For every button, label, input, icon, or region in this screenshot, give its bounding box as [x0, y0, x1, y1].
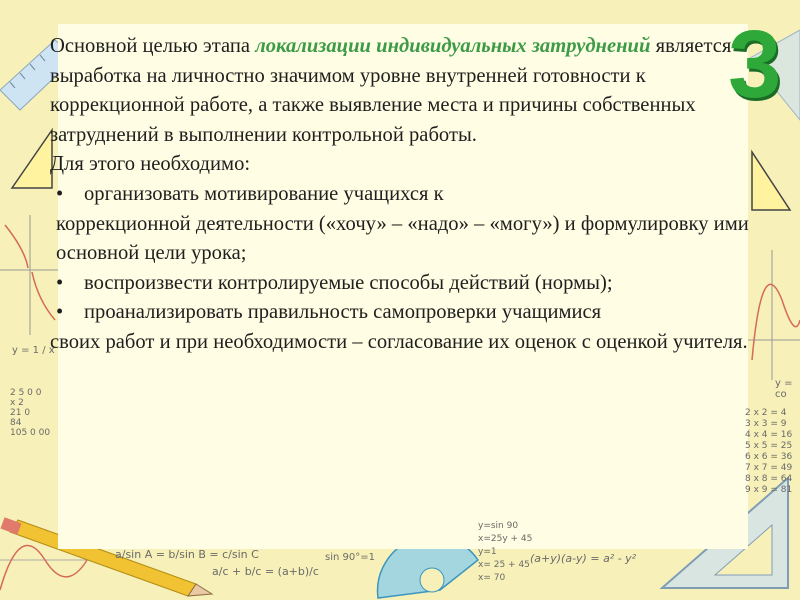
needed-heading: Для этого необходимо: [50, 153, 251, 176]
slide-text [50, 32, 755, 358]
goal-paragraph: Основной целью этапа локализации индивидуальных затруднений является выработка на личностно значимом уровне внутренней готовности к коррекционной работе, а также выявление места и причины собственных затруднений в выполнении контрольной работы. [50, 35, 732, 146]
formula-y-inverse-x: y = 1 / x [12, 345, 55, 356]
formula-y-co: y = co [775, 378, 793, 400]
bullet-icon: • [56, 301, 64, 324]
list-item-continuation: коррекционной деятельности («хочу» – «надо» – «могу») и формулировку ими основной цели урока; [56, 212, 749, 265]
equation-system: y=sin 90 x=25y + 45 y=1 x= 25 + 45 x= 70 [478, 521, 533, 583]
bullet-icon: • [56, 182, 64, 205]
list-item: • организовать мотивирование учащихся к [50, 180, 755, 210]
list-item: • проанализировать правильность самопроверки учащимися [50, 298, 755, 328]
fraction-sum-formula: a/c + b/c = (a+b)/c [212, 565, 319, 578]
list-item-continuation: своих работ и при необходимости – согласование их оценок с оценкой учителя. [50, 330, 748, 353]
column-multiplication: 2 5 0 0 x 2 21 0 84 105 0 00 [10, 388, 51, 438]
triangle-abc-right-icon [752, 152, 790, 210]
step-number: 3 [728, 11, 782, 118]
sin90-formula: sin 90°=1 [325, 552, 375, 563]
graph-right-icon [748, 250, 800, 380]
list-item: • воспроизвести контролируемые способы действий (нормы); [50, 269, 755, 299]
handwritten-identity: (a+y)(a-y) = a² - y² [530, 552, 637, 565]
bullet-icon: • [56, 271, 64, 294]
sine-law-formula: a/sin A = b/sin B = c/sin C [115, 548, 259, 561]
highlighted-term: локализации индивидуальных затруднений [255, 35, 651, 57]
multiplication-table: 2 x 2 = 4 3 x 3 = 9 4 x 4 = 16 5 x 5 = 25 6 x 6 = 36 7 x 7 = 49 8 x 8 = 64 9 x 9 = 81 [745, 408, 793, 495]
triangle-abc-left-icon [12, 130, 52, 188]
